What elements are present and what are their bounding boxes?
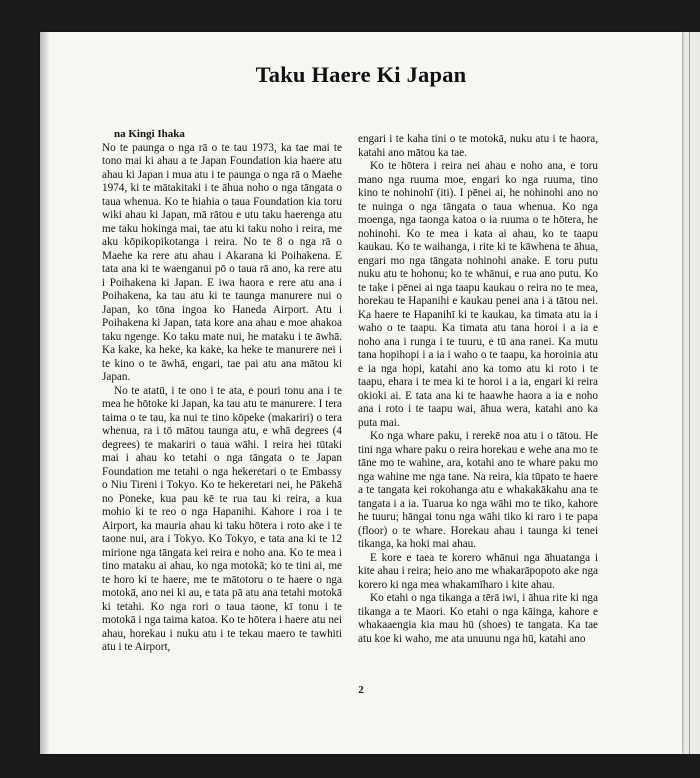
gutter-shadow (40, 32, 50, 754)
author-byline: na Kingi Ihaka (114, 128, 185, 140)
paragraph: Ko nga whare paku, i rerekē noa atu i o tātou. He tini nga whare paku o reira horekau e wehe ana mo te tāne mo te wahine, ara, kotahi ano te whare paku mo nga wahine me nga tane. Na reira, kia tūpato te haere a te tangata kei rokohanga atu e whakakākahu ana te tangata i a ia. Tuarua ko nga wāhi mo te tiko, kahore he tuuru; hāngai tonu nga wāhi tiko ki raro i te papa (floor) o te whare. Horekau ahau i taunga ki tenei tikanga, ka hoki mai ahau. (358, 430, 598, 550)
paragraph: No te paunga o nga rā o te tau 1973, ka tae mai te tono mai ki ahau a te Japan Foundation kia haere atu ahau ki Japan i mua atu i te paunga o nga rā o Maehe 1974, ki te mātakitaki i te āhua noho o nga tāngata o taua whenua. Ko te hiahia o taua Foundation kia toru wiki ahau ki Japan, mā rātou e utu taku haerenga atu me taku hokinga mai, tae atu ki taku noho i reira, me aku kōpikopikotanga i reira. No te 8 o nga rā o Maehe ka rere atu ahau i Akarana ki Poihakena. E tata ana ki te waenganui pō o taua rā ano, ka rere atu i Poihakena ki Japan. E iwa haora e rere atu ana i Poihakena, ka tau atu ki te taunga manurere nui o Japan, ko tōna ingoa ko Haneda Airport. Atu i Poihakena ki Japan, tata kore ana ahau e moe ahakoa taku ngenge. Ko taku mate nui, he mataku i te āwhā. Ka kake, ka heke, ka kake, ka heke te manurere nei i te kino o te āwhā, engari, tae pai atu ana mātou ki Japan. (102, 141, 342, 383)
paragraph: E kore e taea te korero whānui nga āhuatanga i kite ahau i reira; heio ano me whakarāpopoto ake nga korero ki nga mea whakamīharo i kite ahau. (358, 551, 598, 591)
paragraph: Ko etahi o nga tikanga a tērā iwi, i āhua rite ki nga tikanga a te Maori. Ko etahi o nga kāinga, kahore e whakaaengia kia mau hū (shoes) te tangata. Ka tae atu koe ki waho, me ata unuunu nga hū, katahi ano (358, 592, 598, 645)
paragraph: Ko te hōtera i reira nei ahau e noho ana, e toru mano nga ruuma moe, engari ko nga ruuma, tino kino te nohinohī (iti). I pēnei ai, he nohinohi ano no te nuinga o nga tāngata o taua whenua. Ko nga moenga, nga taonga katoa o ia ruuma o te hōtera, he nohinohi. Ko te mea i kata ai ahau, ko te taapu kaukau. Ko te waihanga, i rite ki te kāwhena te āhua, engari mo nga tāngata nohinohi anake. E toru putu nuku atu te hohonu; ko te whānui, e rua ano putu. Ko te take i pēnei ai nga taapu kaukau o reira no te mea, horekau te Hapanihi e kaukau penei ana i a tātou nei. Ka haere te Hapanihī ki te kaukau, ka timata atu ia i waho o te taapu. Ka timata atu tana horoi i a ia e noho ana i runga i te tuuru, e tū ana ranei. Ka mutu tana hopihopi i a ia i waho o te taapu, ka horoinia atu e ia nga hopi, katahi ano ka tomo atu ki roto i te taapu, ehara i te mea ki te horoi i a ia, engari ki reira okioki ai. E tata ana ki te haawhe haora a ia e noho ana i roto i te taapu wai, āhua wera, katahi ano ka puta mai. (358, 160, 598, 429)
paragraph: engari i te kaha tini o te motokā, nuku atu i te haora, katahi ano mātou ka tae. (358, 133, 598, 159)
left-column (102, 128, 342, 655)
page-number: 2 (358, 684, 364, 696)
right-column (358, 133, 598, 646)
document-page (40, 32, 682, 754)
page-edge-line (689, 32, 690, 754)
scan-background (0, 0, 40, 778)
paragraph: No te atatū, i te ono i te ata, e pouri tonu ana i te mea he hōtoke ki Japan, ka tau atu te manurere. I tera taima o te tau, ka nui te tino kōpeke (makariri) o tera whenua, ra i tō mātou taunga atu, e whā degrees (4 degrees) te makariri o taua wāhi. I reira hei tūtaki mai i ahau ko tetahi o nga tāngata o te Japan Foundation me tetahi o nga hekeretari o te Embassy o Niu Tireni i Tokyo. Ko te hekeretari nei, he Pākehā no Poneke, kua pau kē te rua tau ki reira, a kua mohio ki te reo o nga Hapanihi. Kahore i roa i te Airport, ka mauria ahau ki taku hōtera i roto ake i te taone nui, ara i Tokyo. Ko Tokyo, e tata ana ki te 12 mirione nga tāngata kei reira e noho ana. Ko te mea i tino mataku ai ahau, ko nga motokā; ko te tini ai, me te horo ki te haere, me te mātotoru o te haere o nga motokā, ano nei ki au, e tata pā atu ana tetahi motokā ki tetahi. Ko nga rori o taua taone, kī tonu i te motokā i nga taima katoa. Ko te hōtera i haere atu nei ahau, horekau i nuku atu i te tekau maero te tawhiti atu i te Airport, (102, 384, 342, 653)
facing-page-edge (682, 32, 700, 754)
article-title: Taku Haere Ki Japan (255, 62, 467, 87)
